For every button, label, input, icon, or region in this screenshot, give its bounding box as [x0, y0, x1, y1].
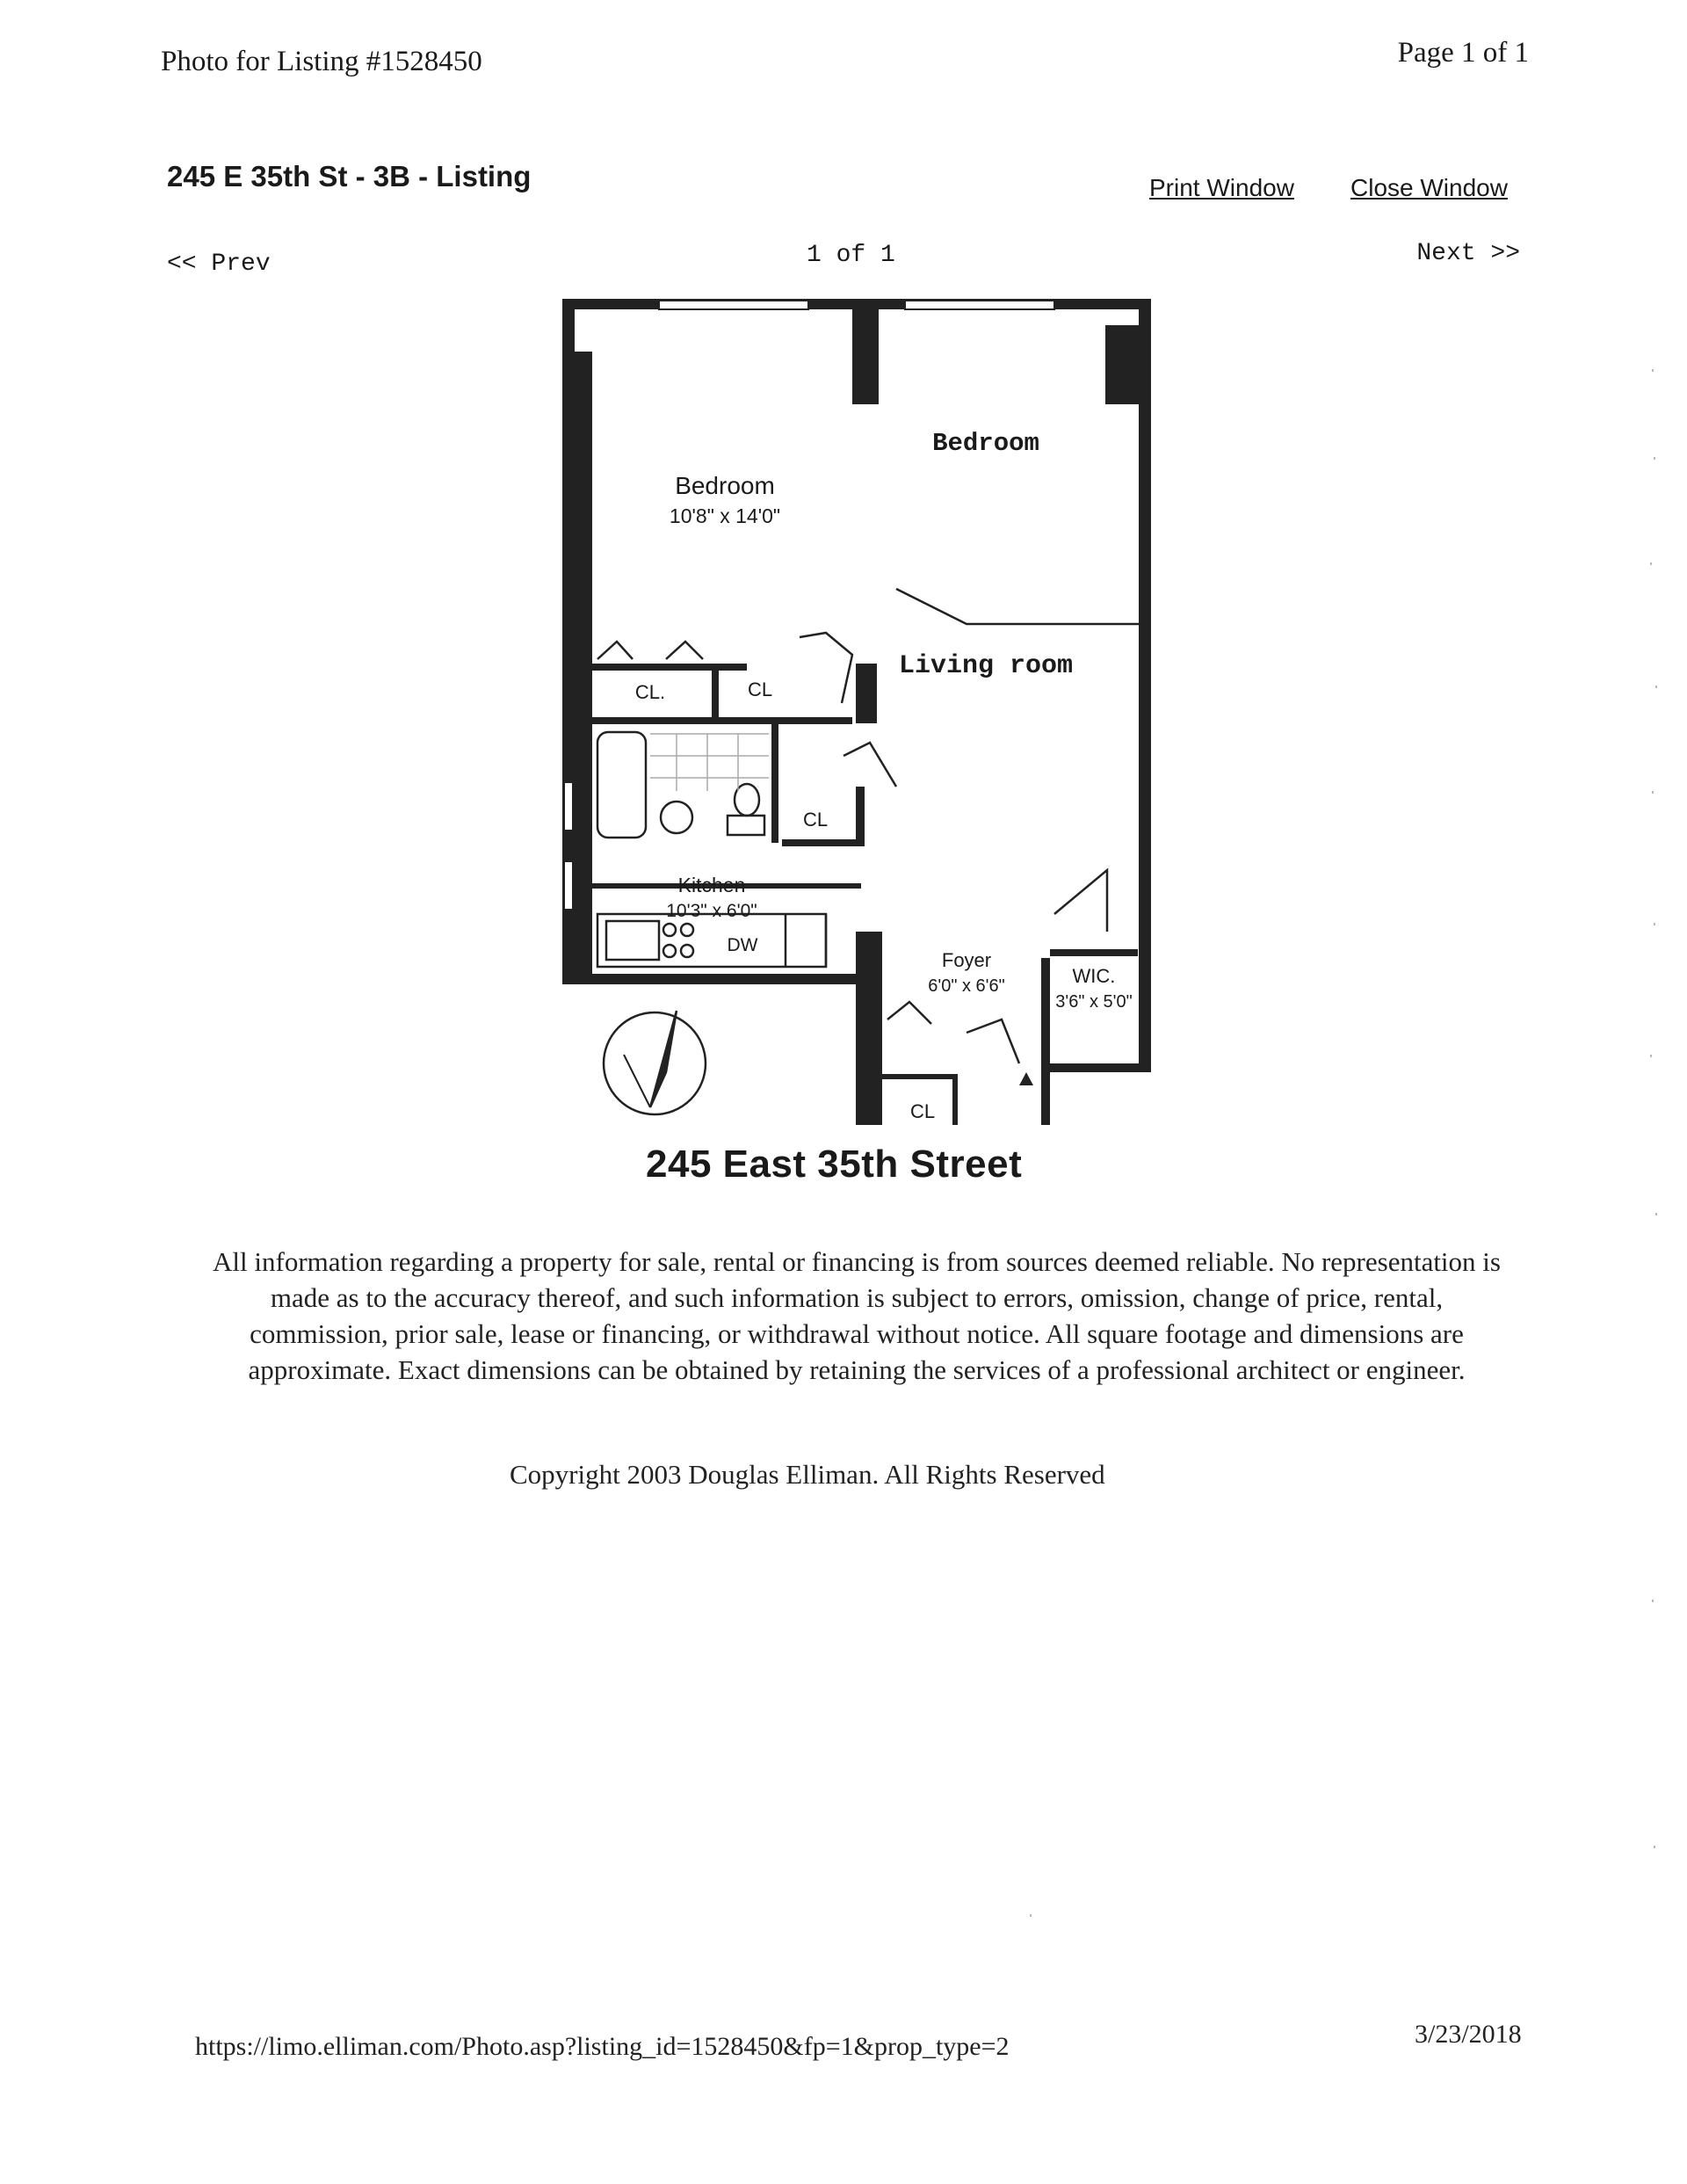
- page-indicator: Page 1 of 1: [1397, 37, 1529, 69]
- kitchen-dims: 10'3" x 6'0": [666, 901, 757, 921]
- disclaimer-text: All information regarding a property for sale, rental or financing is from sources deemed reliable. No representation is made as to the accuracy thereof, and such information is subject to errors, omission, change of price, rental, commission, prior sale, lease or financing, or withdrawal without notice. All square footage and dimensions are approximate. Exact dimensions can be obtained by retaining the services of a professional architect or engineer.: [213, 1246, 1501, 1385]
- scan-speck: [1030, 1914, 1032, 1917]
- bedroom-2-label: Bedroom: [932, 429, 1039, 458]
- closet-1-label: CL.: [634, 681, 666, 703]
- dishwasher-label: DW: [727, 935, 758, 955]
- scan-speck: [1652, 1600, 1654, 1602]
- closet-3-label: CL: [802, 809, 829, 831]
- scan-speck: [1655, 686, 1657, 688]
- scan-speck: [1650, 562, 1652, 565]
- listing-title: 245 E 35th St - 3B - Listing: [167, 160, 532, 192]
- wic-label: WIC.: [1072, 965, 1116, 987]
- scan-speck: [1652, 369, 1654, 372]
- photo-pager: 1 of 1: [807, 242, 895, 269]
- address-caption: 245 East 35th Street: [646, 1143, 1023, 1186]
- copyright-text: Copyright 2003 Douglas Elliman. All Rights Reserved: [510, 1459, 1105, 1490]
- foyer-label: Foyer: [941, 949, 992, 971]
- scan-speck: [1654, 457, 1655, 460]
- print-header-title: Photo for Listing #1528450: [161, 46, 482, 77]
- closet-2-label: CL: [747, 678, 773, 700]
- scan-speck: [1655, 1213, 1657, 1215]
- scan-speck: [1652, 791, 1654, 794]
- footer-date: 3/23/2018: [1415, 2020, 1522, 2049]
- prev-link[interactable]: << Prev: [167, 250, 271, 278]
- living-room-label: Living room: [898, 651, 1074, 681]
- print-window-link[interactable]: Print Window: [1149, 174, 1294, 201]
- foyer-dims: 6'0" x 6'6": [928, 976, 1005, 996]
- scan-speck: [1650, 1055, 1652, 1057]
- next-link[interactable]: Next >>: [1416, 240, 1520, 267]
- scan-speck: [1654, 923, 1655, 925]
- kitchen-label: Kitchen: [677, 874, 746, 896]
- footer-url: https://limo.elliman.com/Photo.asp?listing_id=1528450&fp=1&prop_type=2: [195, 2032, 1010, 2061]
- bedroom-1-dims: 10'8" x 14'0": [669, 504, 781, 527]
- bedroom-1-label: Bedroom: [675, 472, 775, 499]
- close-window-link[interactable]: Close Window: [1350, 174, 1508, 201]
- scan-speck: [1654, 1846, 1655, 1848]
- floor-plan: [562, 299, 1160, 1125]
- closet-4-label: CL: [909, 1100, 936, 1122]
- wic-dims: 3'6" x 5'0": [1055, 992, 1133, 1012]
